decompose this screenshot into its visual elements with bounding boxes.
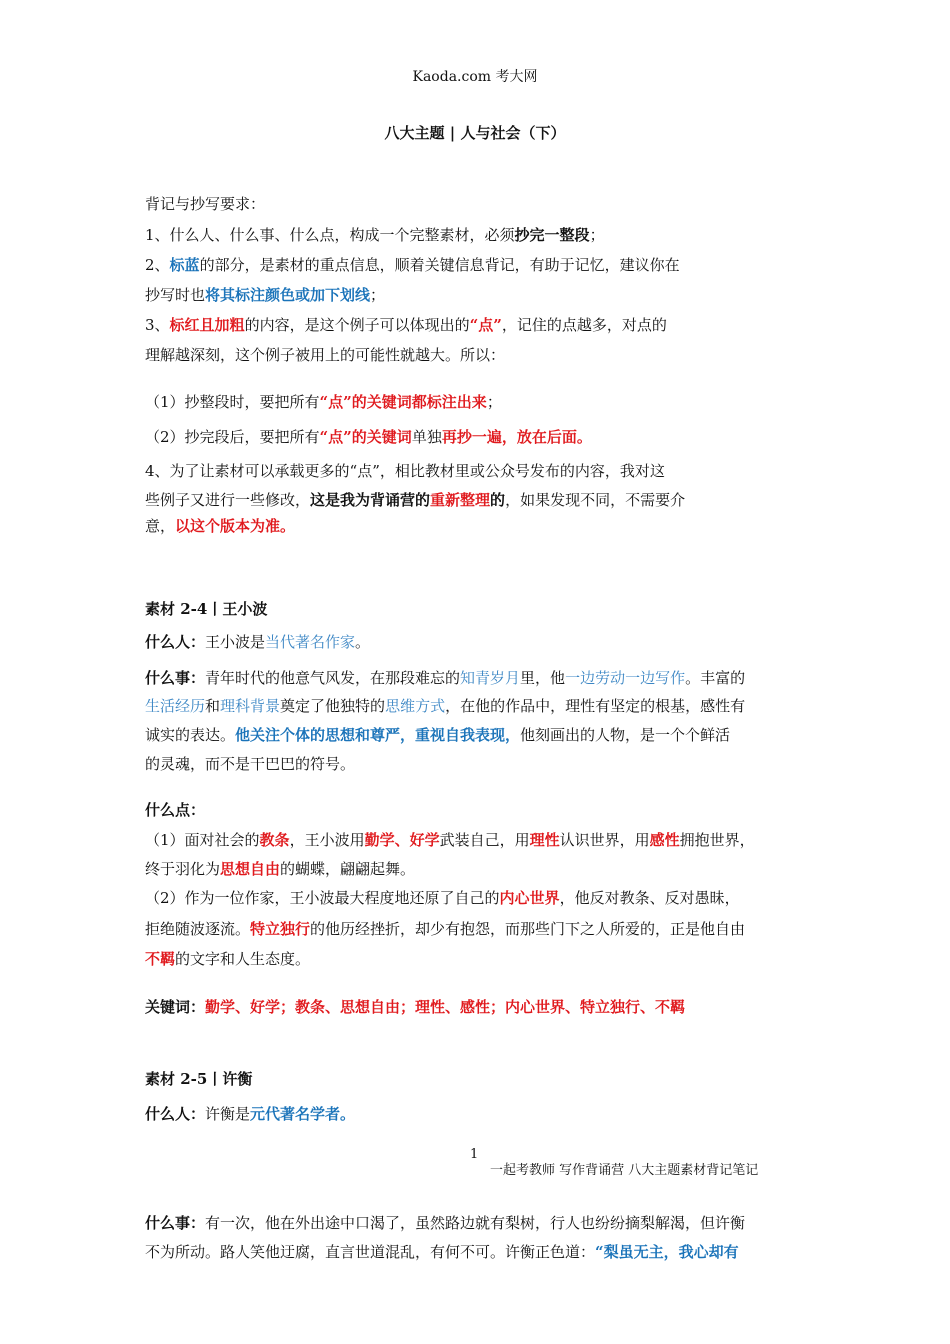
page-title: 八大主题 | 人与社会（下）	[384, 124, 566, 142]
material-2-5-heading: 素材 2-5丨许衡	[145, 1070, 253, 1088]
site-header: Kaoda.com 考大网	[412, 69, 538, 85]
material-2-4-point-2: （2）作为一位作家，王小波最大程度地还原了自己的内心世界，他反对教条、反对愚昧，	[145, 889, 740, 907]
material-2-5-what-2: 不为所动。路人笑他迂腐，直言世道混乱，有何不可。许衡正色道：“梨虽无主，我心却有	[145, 1243, 739, 1261]
material-2-4-what-1: 什么事：青年时代的他意气风发，在那段难忘的知青岁月里，他一边劳动一边写作。丰富的	[145, 669, 746, 687]
material-2-4-point-1: （1）面对社会的教条，王小波用勤学、好学武装自己，用理性认识世界，用感性拥抱世界，	[145, 831, 755, 849]
req-item-3-cont: 理解越深刻，这个例子被用上的可能性就越大。所以：	[145, 346, 506, 364]
req-sub-2: （2）抄完段后，要把所有“点”的关键词单独再抄一遍，放在后面。	[145, 428, 592, 446]
material-2-4-what-3: 诚实的表达。他关注个体的思想和尊严，重视自我表现，他刻画出的人物，是一个个鲜活	[145, 726, 731, 744]
req-sub-1: （1）抄整段时，要把所有“点”的关键词都标注出来；	[145, 393, 502, 411]
req-item-3: 3、标红且加粗的内容，是这个例子可以体现出的“点”，记住的点越多，对点的	[145, 316, 667, 334]
material-2-4-keywords: 关键词：勤学、好学；教条、思想自由；理性、感性；内心世界、特立独行、不羁	[145, 998, 686, 1016]
req-item-4: 4、为了让素材可以承载更多的“点”，相比教材里或公众号发布的内容，我对这	[145, 462, 665, 480]
material-2-4-heading: 素材 2-4丨王小波	[145, 600, 268, 618]
material-2-4-what-4: 的灵魂，而不是干巴巴的符号。	[145, 755, 356, 773]
material-2-4-point-2-end: 不羁的文字和人生态度。	[145, 950, 311, 968]
material-2-4-point-1-cont: 终于羽化为思想自由的蝴蝶，翩翩起舞。	[145, 860, 416, 878]
req-item-2: 2、标蓝的部分，是素材的重点信息，顺着关键信息背记，有助于记忆，建议你在	[145, 256, 680, 274]
material-2-5-what-1: 什么事：有一次，他在外出途中口渴了，虽然路边就有梨树，行人也纷纷摘梨解渴，但许衡	[145, 1214, 746, 1232]
material-2-4-what-2: 生活经历和理科背景奠定了他独特的思维方式，在他的作品中，理性有坚定的根基，感性有	[145, 697, 746, 715]
material-2-4-point-2-cont: 拒绝随波逐流。特立独行的他历经挫折，却少有抱怨，而那些门下之人所爱的，正是他自由	[145, 920, 746, 938]
page-number: 1	[470, 1147, 479, 1162]
page-footer: 一起考教师 写作背诵营 八大主题素材背记笔记	[490, 1163, 759, 1178]
material-2-4-who: 什么人：王小波是当代著名作家。	[145, 633, 371, 651]
material-2-4-point-label: 什么点：	[145, 801, 206, 819]
req-item-4-end: 意，以这个版本为准。	[145, 517, 296, 535]
req-item-4-cont: 些例子又进行一些修改，这是我为背诵营的重新整理的，如果发现不同，不需要介	[145, 491, 686, 509]
req-heading: 背记与抄写要求：	[145, 195, 266, 213]
req-item-1: 1、什么人、什么事、什么点，构成一个完整素材，必须抄完一整段；	[145, 226, 605, 244]
req-item-2-cont: 抄写时也将其标注颜色或加下划线；	[145, 286, 386, 304]
material-2-5-who: 什么人：许衡是元代著名学者。	[145, 1105, 356, 1123]
